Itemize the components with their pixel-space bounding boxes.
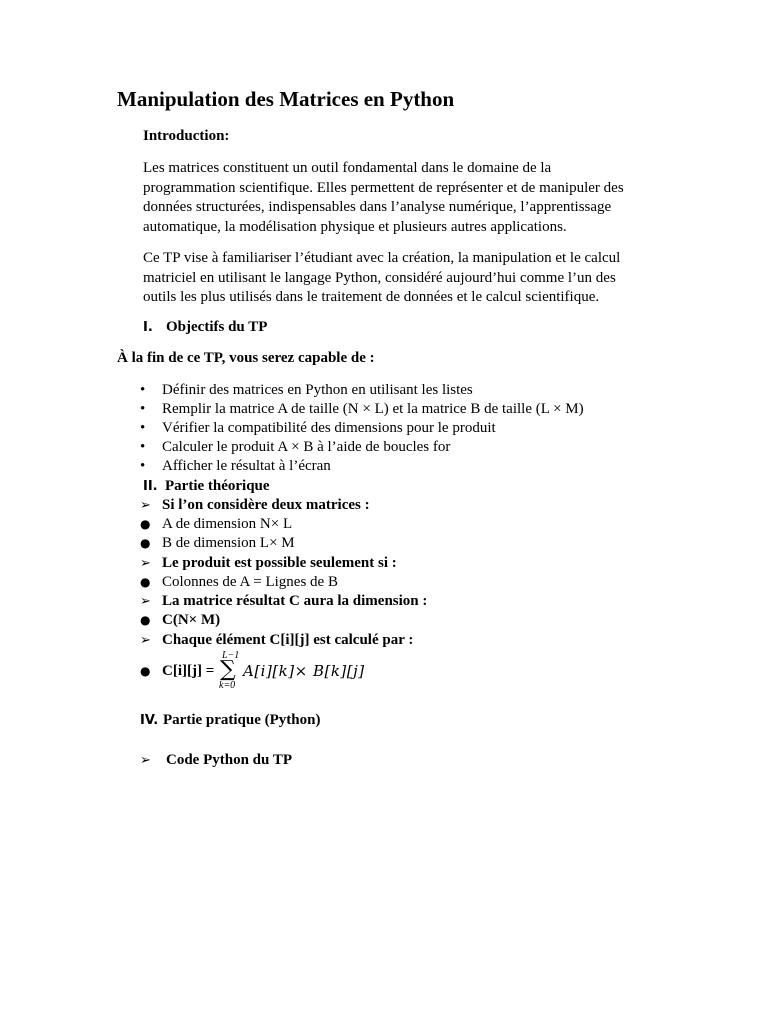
formula-expression: A[i][k]× B[k][j] — [243, 662, 365, 680]
section-4-title: Partie pratique (Python) — [163, 712, 321, 728]
list-item — [140, 457, 331, 476]
list-item — [140, 400, 584, 419]
theory-line — [140, 515, 292, 534]
section-1-numeral: I. — [143, 320, 153, 335]
bullet-icon: ● — [140, 536, 151, 550]
list-item — [140, 419, 496, 438]
section-1-title: Objectifs du TP — [166, 319, 268, 335]
list-item-text: Afficher le résultat à l’écran — [162, 458, 331, 474]
introduction-heading: Introduction: — [143, 128, 230, 144]
theory-line-text: La matrice résultat C aura la dimension : — [162, 593, 428, 609]
theory-line — [140, 573, 338, 592]
bullet-icon: ● — [140, 517, 151, 531]
theory-line-text: B de dimension L× M — [162, 535, 295, 551]
bullet-icon: ● — [140, 613, 151, 627]
formula-lhs: C[i][j] = — [162, 663, 215, 679]
section-4-sub-text: Code Python du TP — [166, 752, 293, 768]
bullet-icon: ● — [140, 664, 151, 678]
theory-line — [140, 534, 295, 553]
bullet-icon: • — [140, 458, 146, 474]
theory-line-text: C(N× M) — [162, 612, 221, 628]
list-item — [140, 438, 450, 457]
list-item-text: Remplir la matrice A de taille (N × L) et la matrice B de taille (L × M) — [162, 401, 584, 417]
section-4-numeral: IV. — [140, 713, 159, 728]
theory-line-text: Colonnes de A = Lignes de B — [162, 574, 338, 590]
arrow-icon: ➢ — [140, 498, 151, 513]
bullet-icon: • — [140, 382, 146, 398]
sigma-icon: ∑ — [220, 657, 236, 682]
theory-line-text: Si l’on considère deux matrices : — [162, 497, 370, 513]
section-2-numeral: II. — [143, 479, 158, 494]
section-1-lead: À la fin de ce TP, vous serez capable de : — [117, 350, 375, 366]
arrow-icon: ➢ — [140, 753, 151, 768]
list-item — [140, 381, 473, 400]
theory-line-text: Le produit est possible seulement si : — [162, 555, 397, 571]
bullet-icon: • — [140, 420, 146, 436]
theory-line — [140, 554, 397, 573]
theory-line — [140, 592, 427, 611]
arrow-icon: ➢ — [140, 556, 151, 571]
section-4-sub — [140, 751, 292, 770]
list-item-text: Vérifier la compatibilité des dimensions pour le produit — [162, 420, 496, 436]
introduction-paragraph-2: Ce TP vise à familiariser l’étudiant avec la création, la manipulation et le calcul matriciel en utilisant le langage Python, considéré aujourd’hui comme l’un des outils les plus utilisés dans le traitement de données et le calcul scientifique. — [143, 250, 621, 305]
formula-line — [140, 662, 214, 681]
summation-upper-bound: L−1 — [222, 650, 240, 661]
list-item-text: Calculer le produit A × B à l’aide de boucles for — [162, 439, 451, 455]
section-2-heading — [143, 478, 270, 495]
theory-line — [140, 631, 413, 650]
bullet-icon: ● — [140, 575, 151, 589]
list-item-text: Définir des matrices en Python en utilisant les listes — [162, 382, 473, 398]
summation-lower-bound: k=0 — [219, 680, 236, 691]
introduction-paragraph-1: Les matrices constituent un outil fondamental dans le domaine de la programmation scientifique. Elles permettent de représenter et de manipuler des données structurées, indispensables dans l’analyse numérique, l’apprentissage automatique, la modélisation physique et plusieurs autres applications. — [143, 160, 624, 235]
arrow-icon: ➢ — [140, 594, 151, 609]
bullet-icon: • — [140, 439, 146, 455]
theory-line-text: Chaque élément C[i][j] est calculé par : — [162, 632, 414, 648]
section-2-title: Partie théorique — [165, 478, 270, 494]
theory-line-text: A de dimension N× L — [162, 516, 293, 532]
section-1-heading — [143, 319, 267, 336]
theory-line — [140, 496, 370, 515]
page-title: Manipulation des Matrices en Python — [117, 87, 455, 111]
theory-line — [140, 611, 220, 630]
arrow-icon: ➢ — [140, 633, 151, 648]
section-4-heading — [140, 712, 320, 729]
bullet-icon: • — [140, 401, 146, 417]
